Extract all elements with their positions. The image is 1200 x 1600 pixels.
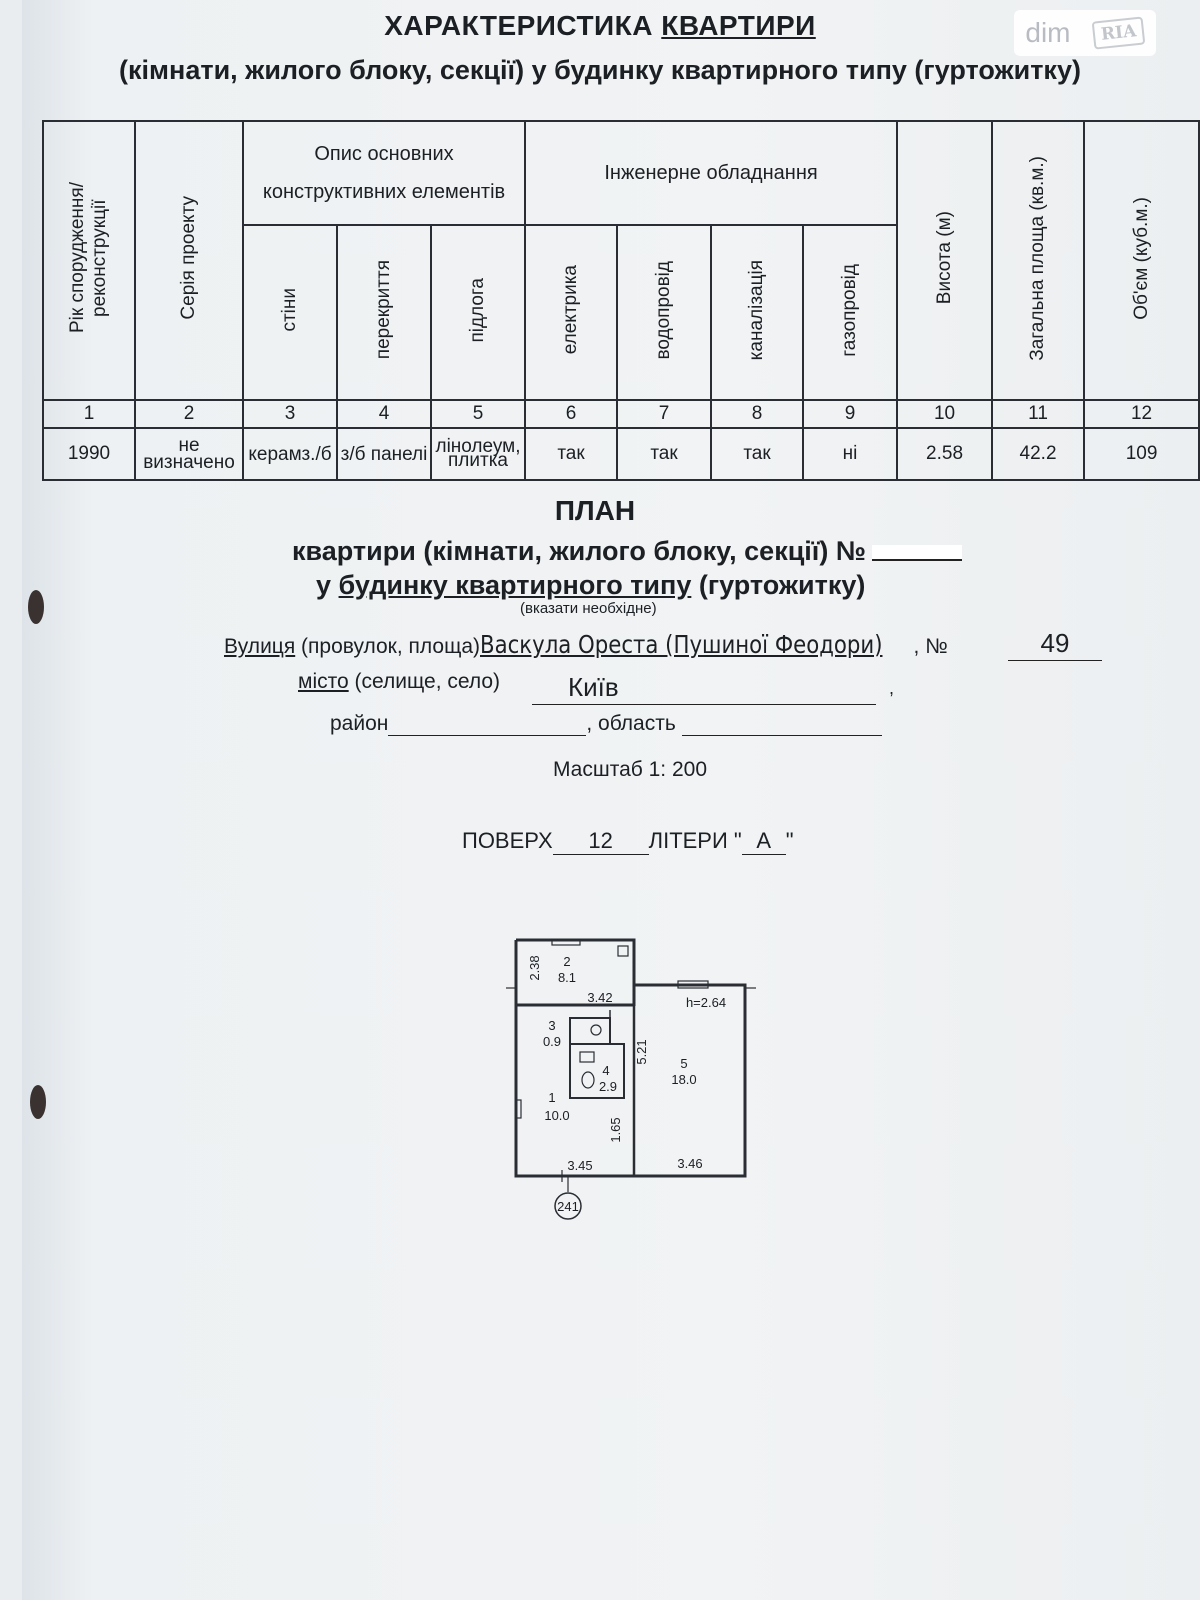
- dim-3-42: 3.42: [587, 990, 613, 1005]
- floor-value: 12: [553, 828, 649, 855]
- dim-1-65: 1.65: [608, 1117, 623, 1143]
- header-year: Рік спорудження/ реконструкції: [43, 121, 135, 400]
- value-slabs: з/б панелі: [337, 428, 431, 480]
- header-walls: стіни: [243, 225, 337, 400]
- punch-hole-top: [28, 590, 44, 624]
- dim-2-38: 2.38: [527, 955, 542, 981]
- header-volume: Об'єм (куб.м.): [1084, 121, 1199, 400]
- watermark-brand: dim: [1025, 17, 1071, 48]
- header-electric: електрика: [525, 225, 617, 400]
- header-floor: підлога: [431, 225, 525, 400]
- header-height: Висота (м): [897, 121, 992, 400]
- value-floor: лінолеум, плитка: [431, 428, 525, 480]
- room-5-area: 18.0: [671, 1072, 697, 1087]
- value-sewer: так: [711, 428, 803, 480]
- header-area: Загальна площа (кв.м.): [992, 121, 1084, 400]
- page-subtitle: (кімнати, жилого блоку, секції) у будинку квартирного типу (гуртожитку): [119, 55, 1081, 85]
- city-value: Київ ,: [532, 672, 876, 705]
- room-1-number: 1: [548, 1090, 556, 1105]
- region-label: , область: [586, 712, 676, 735]
- column-numbers-row: 1 2 3 4 5 6 7 8 9 10 11 12: [43, 400, 1199, 428]
- dim-3-45: 3.45: [567, 1158, 593, 1173]
- room-4-area: 2.9: [598, 1079, 618, 1094]
- header-construction-group: Опис основних конструктивних елементів: [243, 121, 525, 225]
- district-line: район , область: [330, 712, 882, 736]
- letter-value: А: [742, 828, 786, 855]
- plan-apartment-line: квартири (кімнати, жилого блоку, секції) №: [292, 536, 962, 567]
- room-4-number: 4: [602, 1063, 610, 1078]
- plan-building-line: у будинку квартирного типу (гуртожитку): [316, 570, 866, 600]
- house-number: 49: [1008, 628, 1102, 661]
- room-3-number: 3: [548, 1018, 556, 1033]
- marker-label: 241: [557, 1199, 579, 1214]
- floor-line: ПОВЕРХ 12 ЛІТЕРИ " А ": [462, 828, 794, 853]
- city-line: місто (селище, село): [298, 670, 501, 693]
- punch-hole-bottom: [30, 1085, 46, 1119]
- dim-3-46: 3.46: [677, 1156, 703, 1171]
- redacted-number: [872, 545, 962, 561]
- room-5-number: 5: [680, 1056, 688, 1071]
- value-volume: 109: [1084, 428, 1199, 480]
- value-series: не визначено: [135, 428, 243, 480]
- room-2-number: 2: [563, 954, 571, 969]
- plan-title: ПЛАН: [554, 495, 636, 526]
- header-slabs: перекриття: [337, 225, 431, 400]
- header-series: Серія проекту: [135, 121, 243, 400]
- floor-plan-drawing: [500, 930, 760, 1230]
- value-electric: так: [525, 428, 617, 480]
- value-area: 42.2: [992, 428, 1084, 480]
- value-height: 2.58: [897, 428, 992, 480]
- header-water: водопровід: [617, 225, 711, 400]
- street-value: Васкула Ореста (Пушиної Феодори): [480, 630, 883, 659]
- value-water: так: [617, 428, 711, 480]
- page-title: ХАРАКТЕРИСТИКА КВАРТИРИ: [384, 10, 816, 41]
- header-gas: газопровід: [803, 225, 897, 400]
- values-row: [43, 428, 1199, 480]
- watermark-ria: RIA: [1092, 16, 1146, 49]
- characteristics-table: [42, 120, 1200, 481]
- dim-height: h=2.64: [685, 995, 727, 1010]
- header-engineering-group: Інженерне обладнання: [525, 121, 897, 225]
- scale-label: Масштаб 1: 200: [552, 758, 708, 781]
- plan-hint: (вказати необхідне): [520, 600, 657, 617]
- room-1-area: 10.0: [544, 1108, 570, 1123]
- header-sewer: каналізація: [711, 225, 803, 400]
- room-3-area: 0.9: [542, 1034, 562, 1049]
- value-walls: керамз./б: [243, 428, 337, 480]
- dim-5-21: 5.21: [634, 1039, 649, 1065]
- value-gas: ні: [803, 428, 897, 480]
- street-line: Вулиця (провулок, площа)Васкула Ореста (Пушиної Феодори) , №: [224, 630, 948, 659]
- room-2-area: 8.1: [557, 970, 577, 985]
- value-year: 1990: [43, 428, 135, 480]
